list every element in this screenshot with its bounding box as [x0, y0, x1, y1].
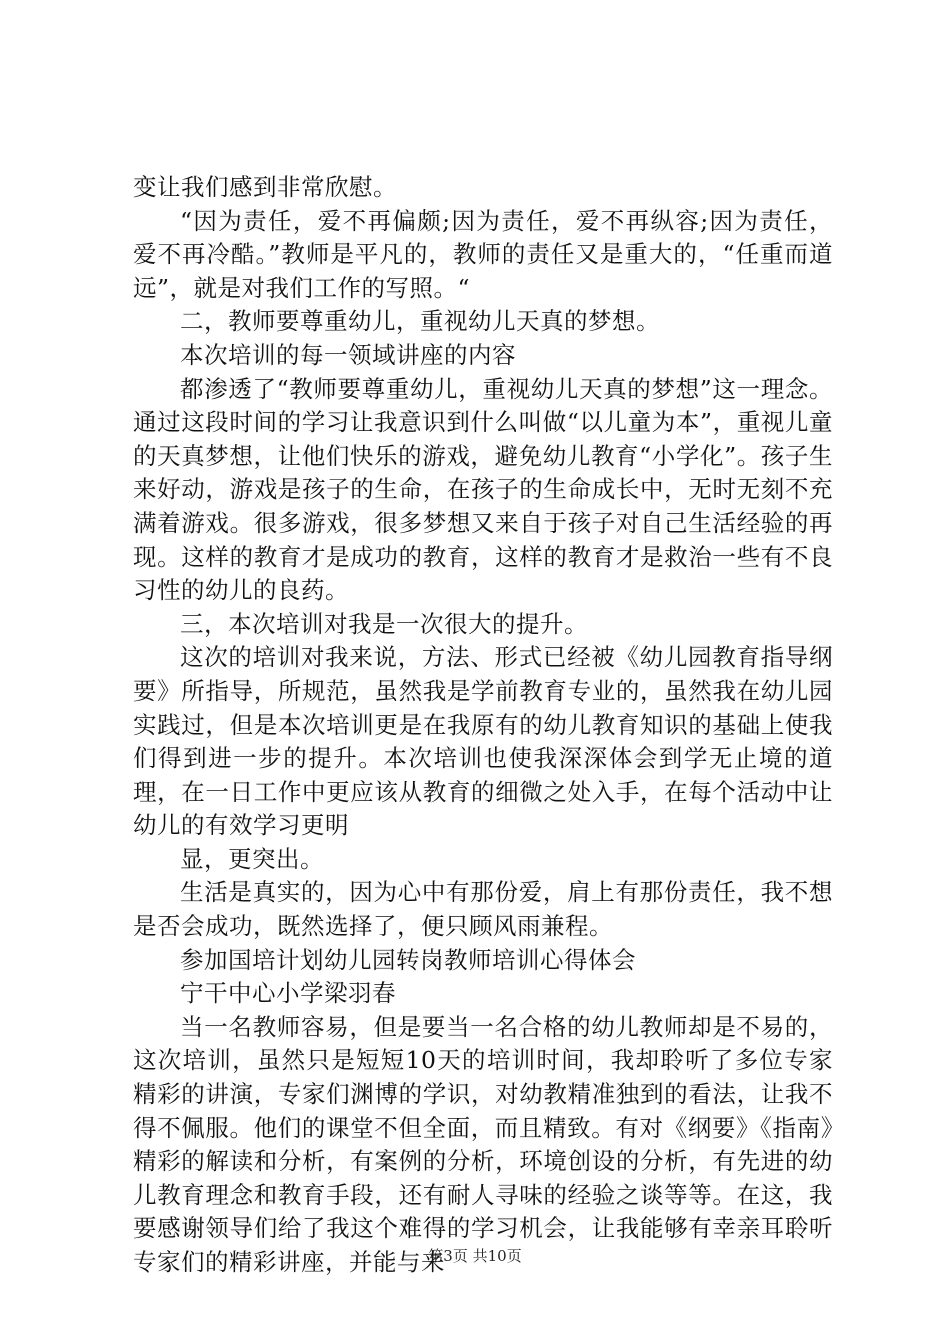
page-number-footer: 第3页 共10页: [428, 1247, 522, 1265]
paragraph-3: 本次培训的每一领域讲座的内容: [180, 340, 516, 369]
article-title: 参加国培计划幼儿园转岗教师培训心得体会: [180, 945, 636, 974]
paragraph-8: 生活是真实的，因为心中有那份爱，肩上有那份责任，我不想是否会成功，既然选择了，便只顾风雨兼程。: [133, 878, 833, 941]
paragraph-11: 当一名教师容易，但是要当一名合格的幼儿教师却是不易的，这次培训，虽然只是短短10天的培训时间，我却聆听了多位专家精彩的讲演，专家们渊博的学识，对幼教精准独到的看法，让我不得不佩服。他们的课堂不但全面，而且精致。有对《纲要》《指南》精彩的解读和分析，有案例的分析，环境创设的分析，有先进的幼儿教育理念和教育手段，还有耐人寻味的经验之谈等等。在这，我要感谢领导们给了我这个难得的学习机会，让我能够有幸亲耳聆听专家们的精彩讲座，并能与来: [133, 1012, 833, 1276]
paragraph-0: 变让我们感到非常欣慰。: [133, 173, 397, 201]
paragraph-1: “因为责任，爱不再偏颇;因为责任，爱不再纵容;因为责任，爱不再冷酷。”教师是平凡的，教师的责任又是重大的，“任重而道远”，就是对我们工作的写照。“: [133, 206, 833, 302]
section-heading-3: 三，本次培训对我是一次很大的提升。: [180, 609, 588, 638]
paragraph-4: 都渗透了“教师要尊重幼儿，重视幼儿天真的梦想”这一理念。通过这段时间的学习让我意识到什么叫做“以儿童为本”，重视儿童的天真梦想，让他们快乐的游戏，避免幼儿教育“小学化”。孩子生来好动，游戏是孩子的生命，在孩子的生命成长中，无时无刻不充满着游戏。很多游戏，很多梦想又来自于孩子对自己生活经验的再现。这样的教育才是成功的教育，这样的教育才是救治一些有不良习性的幼儿的良药。: [133, 374, 833, 605]
document-body: [133, 171, 833, 1280]
paragraph-6: 这次的培训对我来说，方法、形式已经被《幼儿园教育指导纲要》所指导，所规范，虽然我是学前教育专业的，虽然我在幼儿园实践过，但是本次培训更是在我原有的幼儿教育知识的基础上使我们得到进一步的提升。本次培训也使我深深体会到学无止境的道理，在一日工作中更应该从教育的细微之处入手，在每个活动中让幼儿的有效学习更明: [133, 643, 833, 840]
paragraph-7: 显，更突出。: [180, 844, 324, 873]
section-heading-2: 二，教师要尊重幼儿，重视幼儿天真的梦想。: [180, 307, 660, 336]
article-author: 宁干中心小学梁羽春: [180, 979, 396, 1008]
